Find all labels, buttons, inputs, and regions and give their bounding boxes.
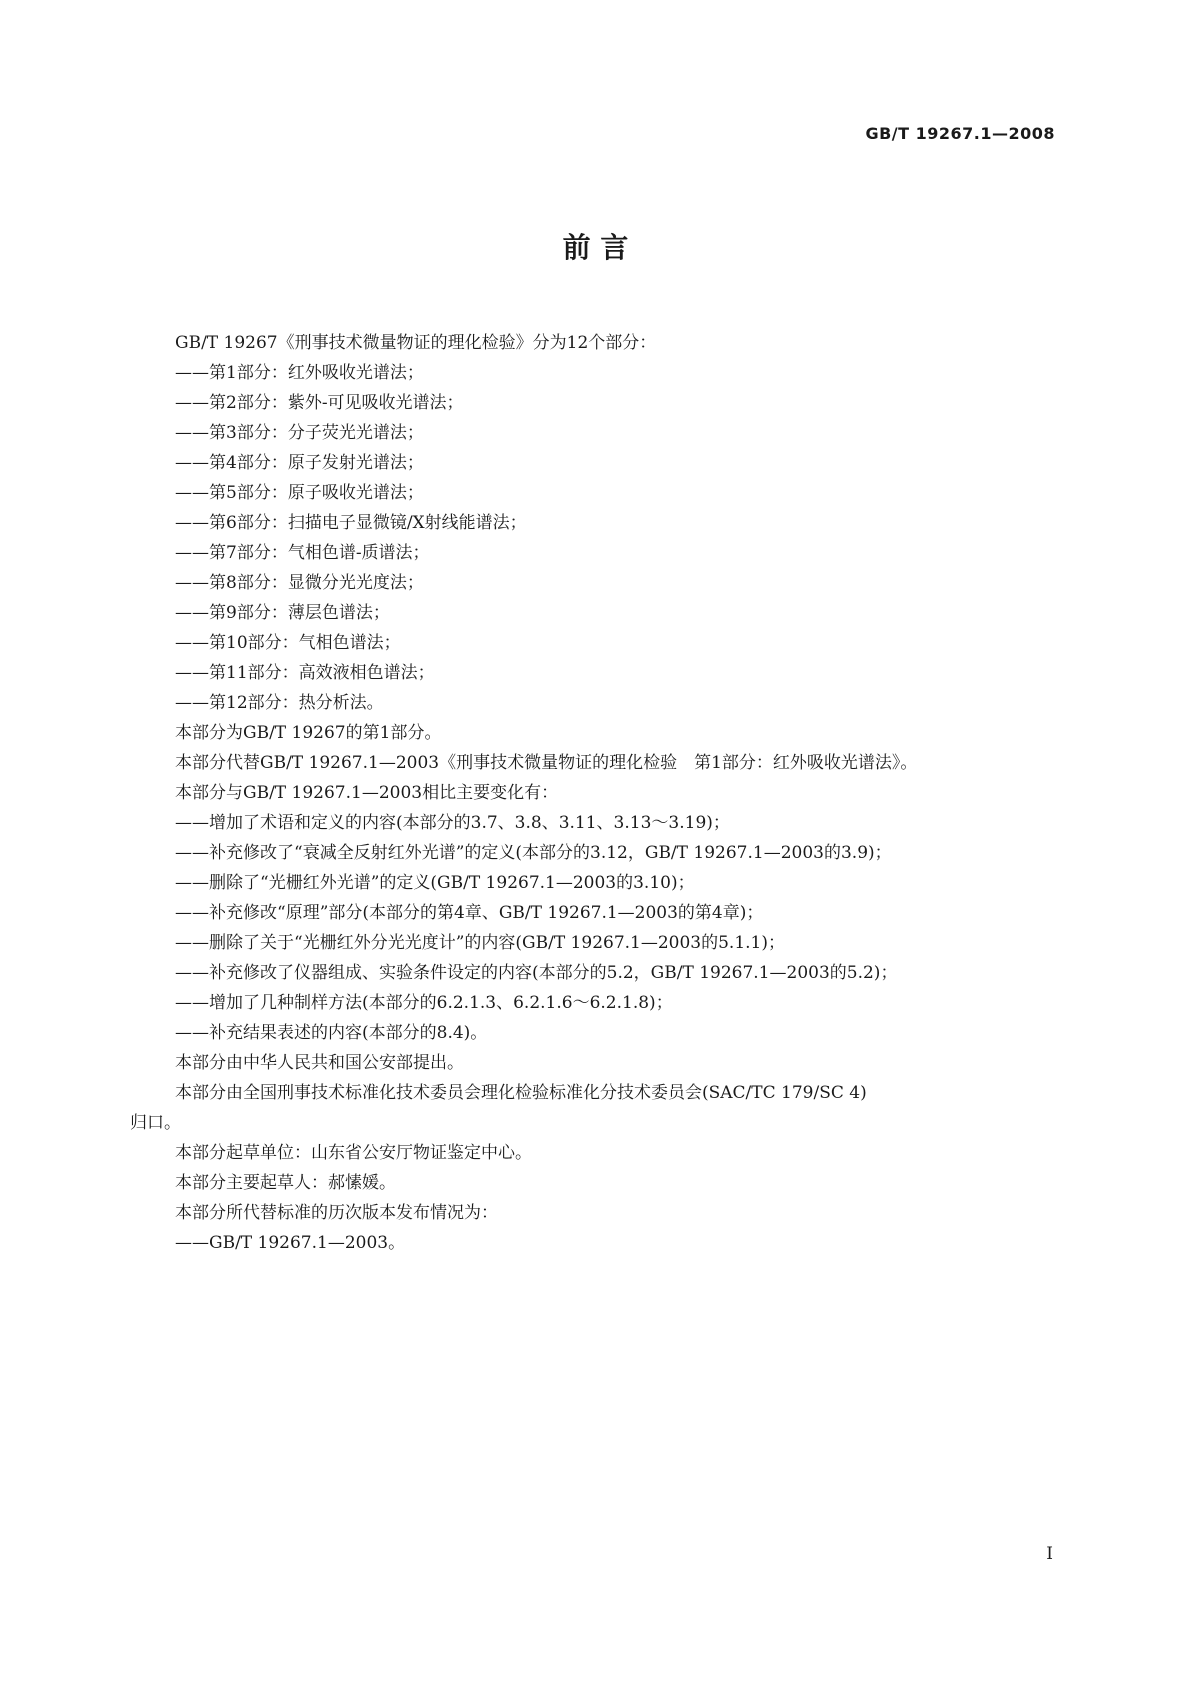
paragraph: 本部分所代替标准的历次版本发布情况为： bbox=[175, 1203, 498, 1223]
list-item: ——删除了“光栅红外光谱”的定义(GB/T 19267.1—2003的3.10)； bbox=[175, 873, 695, 893]
paragraph: 本部分为GB/T 19267的第1部分。 bbox=[175, 723, 442, 743]
list-item: ——补充修改了“衰减全反射红外光谱”的定义(本部分的3.12，GB/T 19267.1—2003的3.9)； bbox=[175, 843, 892, 863]
list-item: ——第8部分：显微分光光度法； bbox=[175, 573, 424, 593]
paragraph-continuation: 归口。 bbox=[130, 1113, 181, 1133]
list-item: ——增加了术语和定义的内容(本部分的3.7、3.8、3.11、3.13～3.19)； bbox=[175, 813, 730, 833]
list-item: ——第3部分：分子荧光光谱法； bbox=[175, 423, 424, 443]
paragraph: 本部分由中华人民共和国公安部提出。 bbox=[175, 1053, 464, 1073]
standard-code: GB/T 19267.1—2008 bbox=[865, 124, 1055, 143]
paragraph: 本部分与GB/T 19267.1—2003相比主要变化有： bbox=[175, 783, 559, 803]
list-item: ——补充修改了仪器组成、实验条件设定的内容(本部分的5.2，GB/T 19267.1—2003的5.2)； bbox=[175, 963, 898, 983]
foreword-body bbox=[130, 328, 1070, 1258]
list-item: ——GB/T 19267.1—2003。 bbox=[175, 1233, 406, 1253]
paragraph: 本部分起草单位：山东省公安厅物证鉴定中心。 bbox=[175, 1143, 532, 1163]
list-item: ——增加了几种制样方法(本部分的6.2.1.3、6.2.1.6～6.2.1.8)； bbox=[175, 993, 673, 1013]
page-title: 前 言 bbox=[562, 231, 629, 264]
list-item: ——第9部分：薄层色谱法； bbox=[175, 603, 390, 623]
list-item: ——第7部分：气相色谱-质谱法； bbox=[175, 543, 430, 563]
list-item: ——第11部分：高效液相色谱法； bbox=[175, 663, 435, 683]
list-item: ——删除了关于“光栅红外分光光度计”的内容(GB/T 19267.1—2003的5.1.1)； bbox=[175, 933, 786, 953]
list-item: ——第4部分：原子发射光谱法； bbox=[175, 453, 424, 473]
list-item: ——第1部分：红外吸收光谱法； bbox=[175, 363, 424, 383]
list-item: ——补充结果表述的内容(本部分的8.4)。 bbox=[175, 1023, 488, 1043]
list-item: ——第5部分：原子吸收光谱法； bbox=[175, 483, 424, 503]
list-item: ——补充修改“原理”部分(本部分的第4章、GB/T 19267.1—2003的第4章)； bbox=[175, 903, 764, 923]
paragraph: 本部分代替GB/T 19267.1—2003《刑事技术微量物证的理化检验 第1部分：红外吸收光谱法》。 bbox=[175, 753, 918, 773]
list-item: ——第10部分：气相色谱法； bbox=[175, 633, 401, 653]
list-item: ——第12部分：热分析法。 bbox=[175, 693, 384, 713]
list-item: ——第2部分：紫外-可见吸收光谱法； bbox=[175, 393, 464, 413]
list-item: ——第6部分：扫描电子显微镜/X射线能谱法； bbox=[175, 513, 527, 533]
paragraph: 本部分由全国刑事技术标准化技术委员会理化检验标准化分技术委员会(SAC/TC 179/SC 4) bbox=[175, 1083, 867, 1103]
paragraph: 本部分主要起草人：郝愫媛。 bbox=[175, 1173, 396, 1193]
paragraph: GB/T 19267《刑事技术微量物证的理化检验》分为12个部分： bbox=[175, 333, 657, 353]
page-number: I bbox=[1046, 1544, 1053, 1564]
